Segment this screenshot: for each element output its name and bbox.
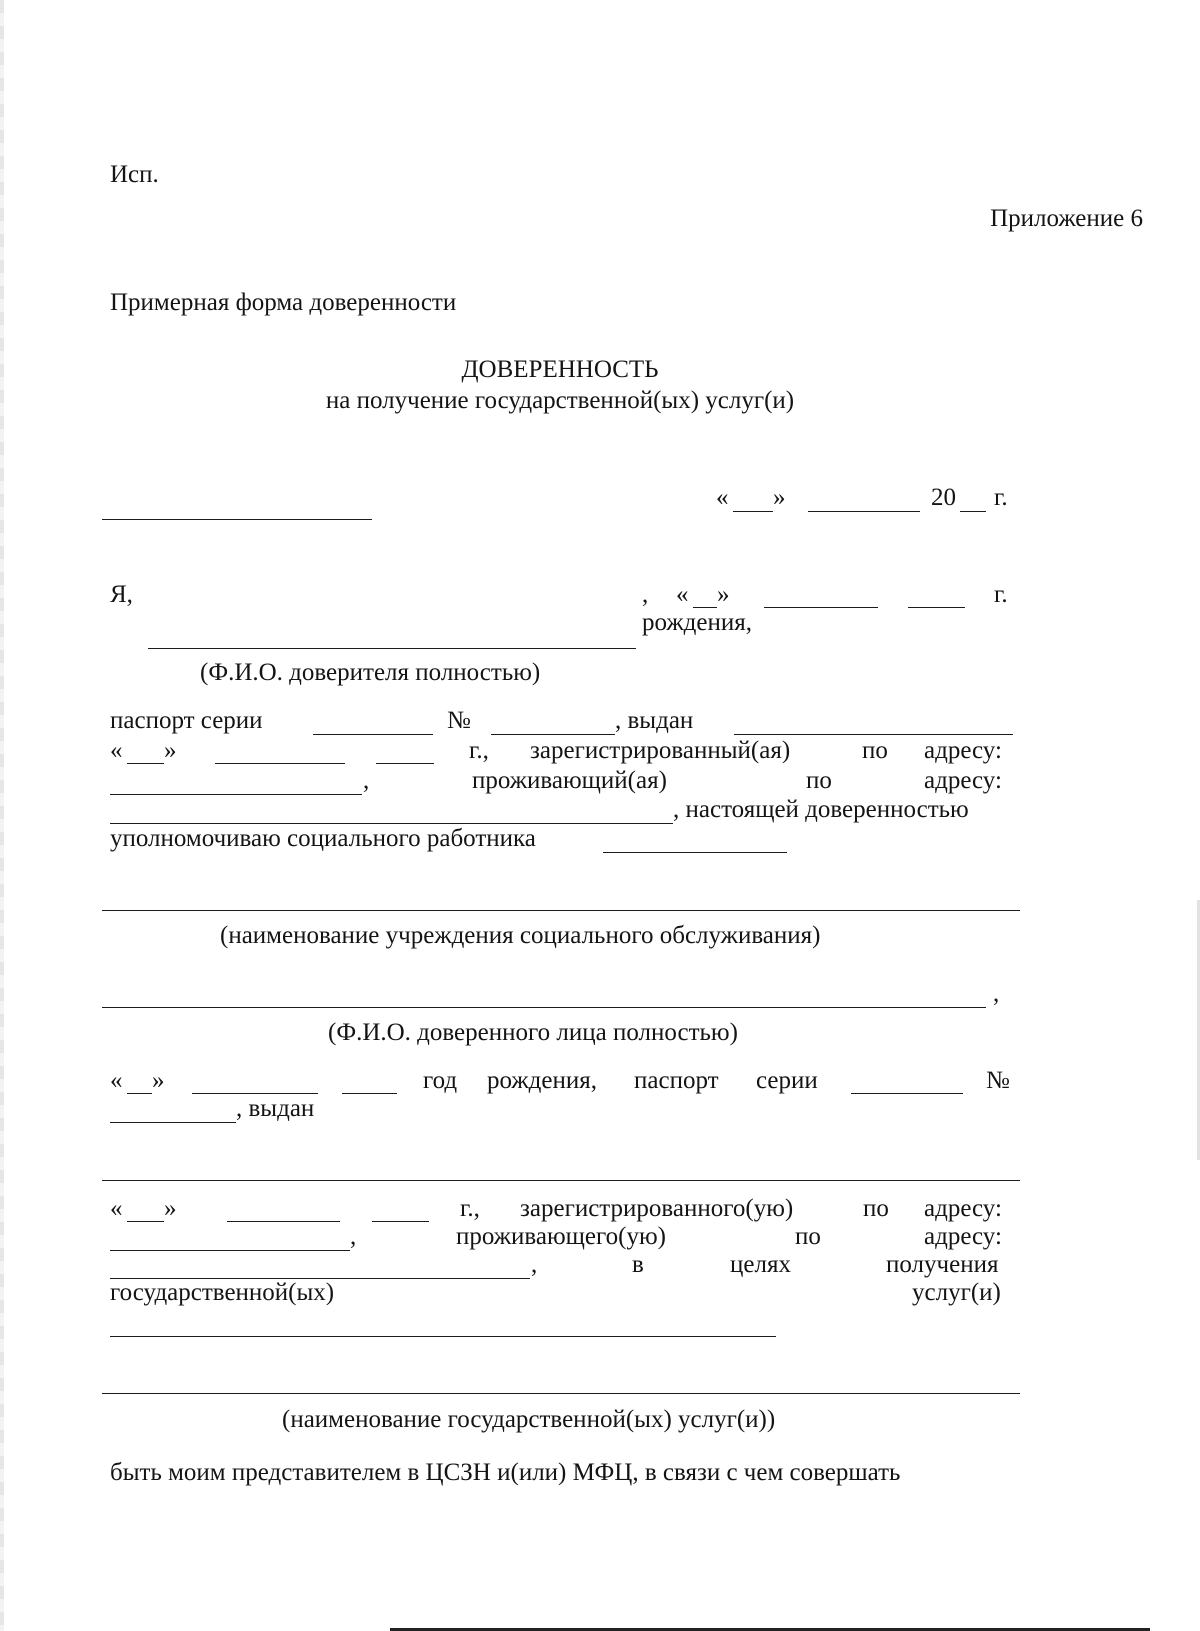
trustee-quote-close: » bbox=[152, 1067, 165, 1094]
date-year-prefix: 20 bbox=[931, 484, 956, 511]
trustee-residing-po: по bbox=[795, 1223, 821, 1250]
institution-caption: (наименование учреждения социального обслуживания) bbox=[220, 922, 821, 949]
trustee-god: год bbox=[423, 1067, 458, 1094]
trustee-residing: проживающего(ую) bbox=[456, 1223, 666, 1250]
date-year-blank[interactable] bbox=[960, 511, 986, 512]
passport-no-label: № bbox=[447, 707, 471, 734]
place-blank[interactable] bbox=[102, 519, 372, 520]
scan-left-edge bbox=[0, 0, 4, 1631]
address-comma: , bbox=[363, 767, 370, 794]
trustee-registered-address: адресу: bbox=[924, 1195, 1002, 1222]
residing-po: по bbox=[806, 767, 832, 794]
social-worker-blank[interactable] bbox=[603, 852, 787, 853]
trustee-no: № bbox=[986, 1067, 1010, 1094]
trustee-issued: , выдан bbox=[236, 1095, 315, 1122]
residing-address: адресу: bbox=[924, 767, 1002, 794]
services-blank-2[interactable] bbox=[102, 1393, 1020, 1394]
trustee-issue-month-blank[interactable] bbox=[227, 1221, 340, 1222]
date-month-blank[interactable] bbox=[808, 511, 920, 512]
passport-issued-by-blank[interactable] bbox=[734, 734, 1013, 735]
principal-g: г. bbox=[994, 581, 1008, 608]
trustee-issue-g: г., bbox=[460, 1195, 480, 1222]
principal-year-blank[interactable] bbox=[908, 607, 965, 608]
registered-label: зарегистрированный(ая) bbox=[530, 737, 791, 764]
issue-g: г., bbox=[469, 737, 489, 764]
services-label: услуг(и) bbox=[912, 1279, 1001, 1306]
trustee-day-blank[interactable] bbox=[127, 1093, 152, 1094]
principal-birth: рождения, bbox=[642, 609, 752, 636]
services-blank-1[interactable] bbox=[110, 1336, 776, 1337]
purpose-label: целях bbox=[730, 1251, 791, 1278]
trustee-trailing-comma: , bbox=[993, 980, 1000, 1007]
trustee-number-blank[interactable] bbox=[110, 1122, 236, 1123]
institution-blank[interactable] bbox=[102, 910, 1020, 911]
issue-year-blank[interactable] bbox=[376, 763, 434, 764]
principal-month-blank[interactable] bbox=[764, 607, 878, 608]
principal-fio-caption: (Ф.И.О. доверителя полностью) bbox=[200, 659, 541, 686]
authorize-label: уполномочиваю социального работника bbox=[110, 825, 536, 852]
issue-day-blank[interactable] bbox=[127, 763, 164, 764]
document-title: ДОВЕРЕННОСТЬ bbox=[461, 356, 659, 383]
trustee-series-blank[interactable] bbox=[851, 1093, 963, 1094]
trustee-comma-2: , bbox=[531, 1251, 538, 1278]
by-power-label: , настоящей доверенностью bbox=[673, 796, 969, 823]
passport-series-blank[interactable] bbox=[313, 734, 433, 735]
passport-issued-label: , выдан bbox=[615, 707, 694, 734]
state-label: государственной(ых) bbox=[110, 1279, 335, 1306]
trustee-fio-blank[interactable] bbox=[102, 1007, 986, 1008]
registered-address-blank[interactable] bbox=[110, 794, 362, 795]
trustee-issue-day-blank[interactable] bbox=[127, 1221, 164, 1222]
date-day-blank[interactable] bbox=[733, 511, 773, 512]
issue-quote-open: « bbox=[110, 737, 123, 764]
appendix-label: Приложение 6 bbox=[990, 205, 1143, 232]
trustee-issue-quote-close: » bbox=[164, 1195, 177, 1222]
issue-quote-close: » bbox=[164, 737, 177, 764]
principal-fio-blank[interactable] bbox=[148, 648, 636, 649]
principal-quote-close: » bbox=[717, 581, 730, 608]
trustee-year-blank[interactable] bbox=[342, 1093, 397, 1094]
trustee-registered-po: по bbox=[863, 1195, 889, 1222]
trustee-series: серии bbox=[756, 1067, 818, 1094]
date-quote-close: » bbox=[773, 484, 786, 511]
passport-series-label: паспорт серии bbox=[110, 707, 263, 734]
trustee-issue-year-blank[interactable] bbox=[372, 1221, 429, 1222]
obtaining-label: получения bbox=[886, 1251, 999, 1278]
trustee-birth: рождения, bbox=[487, 1067, 597, 1094]
registered-address: адресу: bbox=[924, 737, 1002, 764]
issue-month-blank[interactable] bbox=[215, 763, 345, 764]
services-caption: (наименование государственной(ых) услуг(и)) bbox=[282, 1406, 776, 1433]
trustee-address-comma: , bbox=[350, 1223, 357, 1250]
trustee-registered: зарегистрированного(ую) bbox=[520, 1195, 794, 1222]
form-label: Примерная форма доверенности bbox=[110, 289, 457, 316]
date-quote-open: « bbox=[716, 484, 729, 511]
representative-text: быть моим представителем в ЦСЗН и(или) МФЦ, в связи с чем совершать bbox=[110, 1459, 901, 1486]
trustee-quote-open: « bbox=[110, 1067, 123, 1094]
trustee-issued-by-blank[interactable] bbox=[102, 1180, 1020, 1181]
registered-po: по bbox=[862, 737, 888, 764]
executor-label: Исп. bbox=[110, 161, 159, 188]
trustee-registered-address-blank[interactable] bbox=[110, 1250, 350, 1251]
trustee-issue-quote-open: « bbox=[110, 1195, 123, 1222]
passport-number-blank[interactable] bbox=[491, 734, 615, 735]
trustee-passport: паспорт bbox=[634, 1067, 719, 1094]
trustee-fio-caption: (Ф.И.О. доверенного лица полностью) bbox=[328, 1019, 738, 1046]
principal-quote-open: « bbox=[676, 581, 689, 608]
principal-comma: , bbox=[642, 581, 649, 608]
purpose-v: в bbox=[632, 1251, 644, 1278]
trustee-residing-address: адресу: bbox=[924, 1223, 1002, 1250]
date-year-suffix: г. bbox=[994, 484, 1008, 511]
principal-ya: Я, bbox=[110, 581, 133, 608]
residing-label: проживающий(ая) bbox=[472, 767, 667, 794]
document-subtitle: на получение государственной(ых) услуг(и) bbox=[325, 387, 795, 414]
